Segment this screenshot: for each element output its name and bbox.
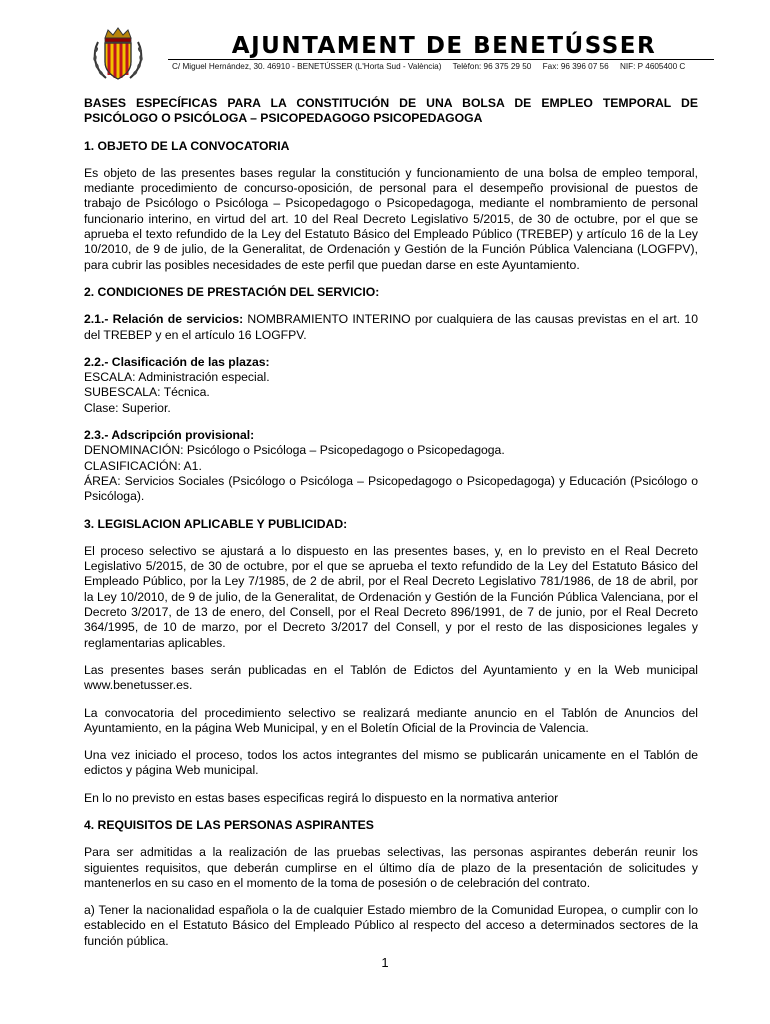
header-fax: Fax: 96 396 07 56 [542, 62, 609, 71]
section-2-2-block [84, 355, 698, 416]
section-1-paragraph: Es objeto de las presentes bases regular la constitución y funcionamiento de una bolsa de empleo temporal, mediante procedimiento de concurso-oposición, de personal para el desempeño provisional de puestos de trabajo de Psicólogo o Psicóloga – Psicopedagogo o Psicopedagoga, mediante el nombramiento de personal funcionario interino, en virtud del art. 10 del Real Decreto Legislativo 5/2015, de 30 de octubre, por el que se aprueba el texto refundido de la Ley del Estatuto Básico del Empleado Público (TREBEP) y artículo 16 de la Ley 10/2010, de 9 de julio, de la Generalitat, de Ordenación y Gestión de la Función Pública Valenciana (LOGFPV), para cubrir las posibles necesidades de este perfil que puedan darse en este Ayuntamiento. [84, 165, 698, 272]
section-1-heading: 1. OBJETO DE LA CONVOCATORIA [84, 138, 290, 153]
municipality-title: AJUNTAMENT DE BENETÚSSER [231, 33, 657, 59]
section-3-paragraph: La convocatoria del procedimiento selectivo se realizará mediante anuncio en el Tablón de Anuncios del Ayuntamiento, en la página Web Municipal, y en el Boletín Oficial de la Provincia de Valencia. [84, 705, 698, 735]
section-2-2-label: 2.2.- Clasificación de las plazas: [84, 354, 270, 369]
section-4-paragraph: a) Tener la nacionalidad española o la de cualquier Estado miembro de la Comunidad Europea, o cumplir con lo establecido en el Estatuto Básico del Empleado Público al respecto del acceso a determinados sectores de la función pública. [84, 903, 698, 948]
section-2-3-line: ÁREA: Servicios Sociales (Psicólogo o Psicóloga – Psicopedagogo o Psicopedagoga) y Educación (Psicólogo o Psicóloga). [84, 473, 698, 504]
section-3-paragraph: Las presentes bases serán publicadas en el Tablón de Edictos del Ayuntamiento y en la Web municipal www.benetusser.es. [84, 662, 698, 693]
header-rule [168, 59, 714, 60]
section-3-paragraph: Una vez iniciado el proceso, todos los actos integrantes del mismo se publicarán unicamente en el Tablón de edictos y página Web municipal. [84, 748, 698, 778]
section-2-3-block [84, 428, 698, 504]
header-address: C/ Miguel Hernández, 30. 46910 - BENETÚSSER (L'Horta Sud - València) [172, 62, 442, 71]
header-nif: NIF: P 4605400 C [619, 62, 686, 71]
section-2-2-line: ESCALA: Administración especial. [84, 370, 270, 385]
section-3-heading: 3. LEGISLACION APLICABLE Y PUBLICIDAD: [84, 516, 348, 531]
section-2-3-line: DENOMINACIÓN: Psicólogo o Psicóloga – Psicopedagogo o Psicopedagoga. [84, 443, 505, 458]
section-4-paragraph: Para ser admitidas a la realización de las pruebas selectivas, las personas aspirantes deberán reunir los siguientes requisitos, que deberán cumplirse en el último día de plazo de la presentación de solicitudes y mantenerlos en su caso en el momento de la toma de posesión o de celebración del contrato. [84, 845, 698, 890]
section-2-2-line: Clase: Superior. [84, 400, 171, 415]
document-body [84, 96, 698, 961]
header-phone: Telèfon: 96 375 29 50 [452, 62, 532, 71]
section-2-heading: 2. CONDICIONES DE PRESTACIÓN DEL SERVICIO: [84, 284, 380, 299]
section-4-heading: 4. REQUISITOS DE LAS PERSONAS ASPIRANTES [84, 817, 374, 832]
page-number: 1 [381, 955, 389, 970]
municipal-coat-of-arms-icon [88, 24, 148, 84]
document-title: BASES ESPECÍFICAS PARA LA CONSTITUCIÓN DE UNA BOLSA DE EMPLEO TEMPORAL DE PSICÓLOGO O PSICÓLOGA – PSICOPEDAGOGO PSICOPEDAGOGA [84, 96, 698, 126]
section-2-1-text: NOMBRAMIENTO INTERINO por cualquiera de las causas previstas en el art. 10 del TREBEP y en el artículo 16 LOGFPV. [84, 312, 698, 342]
section-2-3-label: 2.3.- Adscripción provisional: [84, 428, 255, 443]
section-2-1-paragraph [84, 312, 698, 343]
header-contact-line [172, 62, 714, 71]
section-2-1-label: 2.1.- Relación de servicios: [84, 312, 244, 327]
section-2-3-line: CLASIFICACIÓN: A1. [84, 458, 202, 473]
section-3-paragraph: El proceso selectivo se ajustará a lo dispuesto en las presentes bases, y, en lo previsto en el Real Decreto Legislativo 5/2015, de 30 de octubre, por el que se aprueba el texto refundido de la Ley del Estatuto Básico del Empleado Público, por la Ley 7/1985, de 2 de abril, por el Real Decreto Legislativo 781/1986, de 18 de abril, por la Ley 10/2010, de 9 de julio, de la Generalitat, de Ordenación y Gestión de la Función Pública Valenciana, por el Decreto 3/2017, de 13 de enero, del Consell, por el Real Decreto 896/1991, de 7 de junio, por el Real Decreto 364/1995, de 10 de marzo, por el Decreto 3/2017 del Consell, y por el resto de las disposiciones legales y reglamentarias aplicables. [84, 543, 698, 650]
section-3-paragraph: En lo no previsto en estas bases especificas regirá lo dispuesto en la normativa anterior [84, 790, 559, 805]
section-2-2-line: SUBESCALA: Técnica. [84, 385, 210, 400]
